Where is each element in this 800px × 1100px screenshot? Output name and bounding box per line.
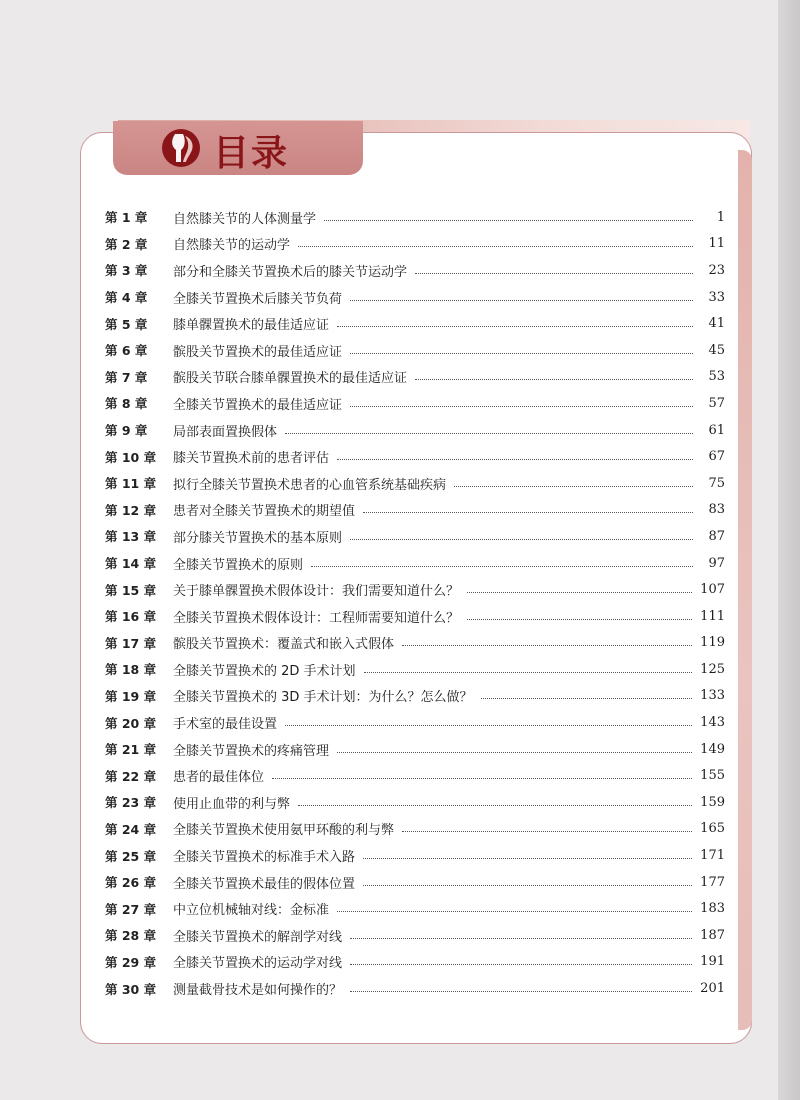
- toc-entry[interactable]: [105, 231, 725, 258]
- toc-entry[interactable]: [105, 390, 725, 417]
- toc-entry[interactable]: [105, 470, 725, 497]
- toc-entry[interactable]: [105, 417, 725, 444]
- page-number: 201: [700, 981, 725, 997]
- dot-leader: [350, 406, 693, 407]
- page-number: 149: [700, 741, 725, 757]
- chapter-number: 第 11 章: [105, 476, 157, 492]
- chapter-number: 第 30 章: [105, 981, 157, 997]
- toc-entry[interactable]: [105, 257, 725, 284]
- toc-entry[interactable]: [105, 922, 725, 949]
- chapter-number: 第 10 章: [105, 449, 157, 465]
- toc-entry[interactable]: [105, 709, 725, 736]
- dot-leader: [467, 619, 692, 620]
- chapter-title: 全膝关节置换术使用氨甲环酸的利与弊: [173, 823, 395, 839]
- chapter-number: 第 16 章: [105, 609, 157, 625]
- page-number: 23: [708, 262, 725, 278]
- page-number: 11: [708, 236, 725, 252]
- chapter-title: 全膝关节置换术最佳的假体位置: [173, 876, 356, 892]
- dot-leader: [337, 459, 693, 460]
- toc-entry[interactable]: [105, 656, 725, 683]
- toc-entry[interactable]: [105, 683, 725, 710]
- toc-entry[interactable]: [105, 949, 725, 976]
- toc-entry[interactable]: [105, 789, 725, 816]
- chapter-number: 第 28 章: [105, 928, 157, 944]
- dot-leader: [467, 592, 692, 593]
- dot-leader: [363, 858, 692, 859]
- toc-entry[interactable]: [105, 736, 725, 763]
- page-number: 165: [700, 821, 725, 837]
- chapter-title: 膝单髁置换术的最佳适应证: [173, 318, 330, 334]
- chapter-title: 全膝关节置换术的 3D 手术计划：为什么？怎么做？: [173, 690, 473, 706]
- dot-leader: [311, 566, 693, 567]
- toc-entry[interactable]: [105, 762, 725, 789]
- table-of-contents: [105, 204, 725, 1002]
- dot-leader: [350, 938, 692, 939]
- chapter-number: 第 22 章: [105, 768, 157, 784]
- dot-leader: [337, 752, 692, 753]
- chapter-title: 拟行全膝关节置换术患者的心血管系统基础疾病: [173, 477, 447, 493]
- chapter-number: 第 12 章: [105, 502, 157, 518]
- page-number: 191: [700, 954, 725, 970]
- chapter-number: 第 19 章: [105, 688, 157, 704]
- chapter-number: 第 26 章: [105, 875, 157, 891]
- page-number: 97: [708, 555, 725, 571]
- toc-entry[interactable]: [105, 550, 725, 577]
- dot-leader: [350, 353, 693, 354]
- chapter-number: 第 17 章: [105, 635, 157, 651]
- toc-entry[interactable]: [105, 630, 725, 657]
- page-number: 41: [708, 316, 725, 332]
- toc-entry[interactable]: [105, 816, 725, 843]
- dot-leader: [350, 991, 692, 992]
- toc-entry[interactable]: [105, 975, 725, 1002]
- chapter-number: 第 13 章: [105, 529, 157, 545]
- page-number: 75: [708, 475, 725, 491]
- page-number: 159: [700, 794, 725, 810]
- page-number: 171: [700, 848, 725, 864]
- chapter-number: 第 5 章: [105, 316, 148, 332]
- chapter-title: 髌股关节联合膝单髁置换术的最佳适应证: [173, 371, 408, 387]
- chapter-title: 全膝关节置换术的疼痛管理: [173, 743, 330, 759]
- chapter-title: 手术室的最佳设置: [173, 717, 278, 733]
- title-tab: [113, 121, 363, 175]
- dot-leader: [350, 300, 693, 301]
- chapter-title: 关于膝单髁置换术假体设计：我们需要知道什么？: [173, 584, 460, 600]
- chapter-title: 全膝关节置换术假体设计：工程师需要知道什么？: [173, 610, 460, 626]
- chapter-title: 自然膝关节的运动学: [173, 238, 291, 254]
- chapter-title: 全膝关节置换术的解剖学对线: [173, 929, 343, 945]
- dot-leader: [272, 778, 692, 779]
- chapter-title: 局部表面置换假体: [173, 424, 278, 440]
- chapter-title: 患者的最佳体位: [173, 770, 265, 786]
- chapter-title: 部分和全膝关节置换术后的膝关节运动学: [173, 264, 408, 280]
- page-number: 45: [708, 342, 725, 358]
- dot-leader: [324, 220, 693, 221]
- dot-leader: [363, 512, 693, 513]
- chapter-title: 全膝关节置换术的运动学对线: [173, 956, 343, 972]
- dot-leader: [364, 672, 693, 673]
- page-title: 目录: [213, 133, 290, 174]
- chapter-number: 第 25 章: [105, 848, 157, 864]
- page-number: 1: [716, 209, 725, 225]
- knee-joint-logo-icon: [161, 128, 201, 168]
- dot-leader: [481, 698, 693, 699]
- page-number: 87: [708, 528, 725, 544]
- page-number: 57: [708, 395, 725, 411]
- page-number: 53: [708, 369, 725, 385]
- chapter-title: 自然膝关节的人体测量学: [173, 211, 317, 227]
- chapter-number: 第 20 章: [105, 715, 157, 731]
- dot-leader: [402, 831, 692, 832]
- chapter-number: 第 4 章: [105, 290, 148, 306]
- chapter-title: 膝关节置换术前的患者评估: [173, 451, 330, 467]
- toc-entry[interactable]: [105, 364, 725, 391]
- page-number: 107: [700, 582, 725, 598]
- chapter-title: 全膝关节置换术的标准手术入路: [173, 850, 356, 866]
- chapter-title: 全膝关节置换术的 2D 手术计划: [173, 663, 356, 679]
- page-number: 183: [700, 901, 725, 917]
- toc-entry[interactable]: [105, 842, 725, 869]
- dot-leader: [350, 964, 692, 965]
- chapter-number: 第 8 章: [105, 396, 148, 412]
- page-number: 83: [708, 502, 725, 518]
- chapter-number: 第 18 章: [105, 662, 157, 678]
- chapter-number: 第 24 章: [105, 821, 157, 837]
- chapter-title: 髌股关节置换术的最佳适应证: [173, 344, 343, 360]
- card-accent-edge: [738, 150, 752, 1030]
- toc-entry[interactable]: [105, 443, 725, 470]
- dot-leader: [298, 805, 692, 806]
- chapter-number: 第 15 章: [105, 582, 157, 598]
- chapter-title: 髌股关节置换术：覆盖式和嵌入式假体: [173, 637, 395, 653]
- dot-leader: [415, 379, 693, 380]
- chapter-number: 第 27 章: [105, 901, 157, 917]
- chapter-number: 第 6 章: [105, 343, 148, 359]
- dot-leader: [285, 725, 692, 726]
- dot-leader: [415, 273, 693, 274]
- chapter-title: 部分膝关节置换术的基本原则: [173, 530, 343, 546]
- toc-entry[interactable]: [105, 523, 725, 550]
- page-number: 111: [700, 608, 725, 624]
- page-number: 33: [708, 289, 725, 305]
- dot-leader: [402, 645, 692, 646]
- chapter-title: 患者对全膝关节置换术的期望值: [173, 504, 356, 520]
- chapter-number: 第 23 章: [105, 795, 157, 811]
- toc-entry[interactable]: [105, 603, 725, 630]
- toc-entry[interactable]: [105, 204, 725, 231]
- dot-leader: [298, 246, 693, 247]
- chapter-number: 第 14 章: [105, 556, 157, 572]
- chapter-title: 测量截骨技术是如何操作的？: [173, 983, 343, 999]
- chapter-number: 第 29 章: [105, 954, 157, 970]
- toc-entry[interactable]: [105, 284, 725, 311]
- page-number: 143: [700, 715, 725, 731]
- page-edge-shadow: [778, 0, 800, 1100]
- dot-leader: [337, 326, 693, 327]
- chapter-title: 全膝关节置换术后膝关节负荷: [173, 291, 343, 307]
- chapter-title: 中立位机械轴对线：金标准: [173, 903, 330, 919]
- chapter-number: 第 21 章: [105, 742, 157, 758]
- chapter-number: 第 2 章: [105, 236, 148, 252]
- chapter-title: 全膝关节置换术的原则: [173, 557, 304, 573]
- chapter-title: 全膝关节置换术的最佳适应证: [173, 397, 343, 413]
- dot-leader: [454, 486, 693, 487]
- page-number: 133: [700, 688, 725, 704]
- chapter-number: 第 7 章: [105, 369, 148, 385]
- page-number: 119: [700, 635, 725, 651]
- toc-entry[interactable]: [105, 337, 725, 364]
- toc-entry[interactable]: [105, 895, 725, 922]
- page-number: 177: [700, 874, 725, 890]
- chapter-title: 使用止血带的利与弊: [173, 796, 291, 812]
- page-number: 67: [708, 449, 725, 465]
- page-number: 61: [708, 422, 725, 438]
- page-number: 155: [700, 768, 725, 784]
- chapter-number: 第 3 章: [105, 263, 148, 279]
- dot-leader: [285, 433, 693, 434]
- page-number: 187: [700, 927, 725, 943]
- dot-leader: [337, 911, 692, 912]
- chapter-number: 第 9 章: [105, 423, 148, 439]
- page-number: 125: [700, 661, 725, 677]
- toc-entry[interactable]: [105, 576, 725, 603]
- toc-entry[interactable]: [105, 310, 725, 337]
- dot-leader: [363, 885, 692, 886]
- dot-leader: [350, 539, 693, 540]
- toc-entry[interactable]: [105, 869, 725, 896]
- toc-entry[interactable]: [105, 497, 725, 524]
- chapter-number: 第 1 章: [105, 210, 148, 226]
